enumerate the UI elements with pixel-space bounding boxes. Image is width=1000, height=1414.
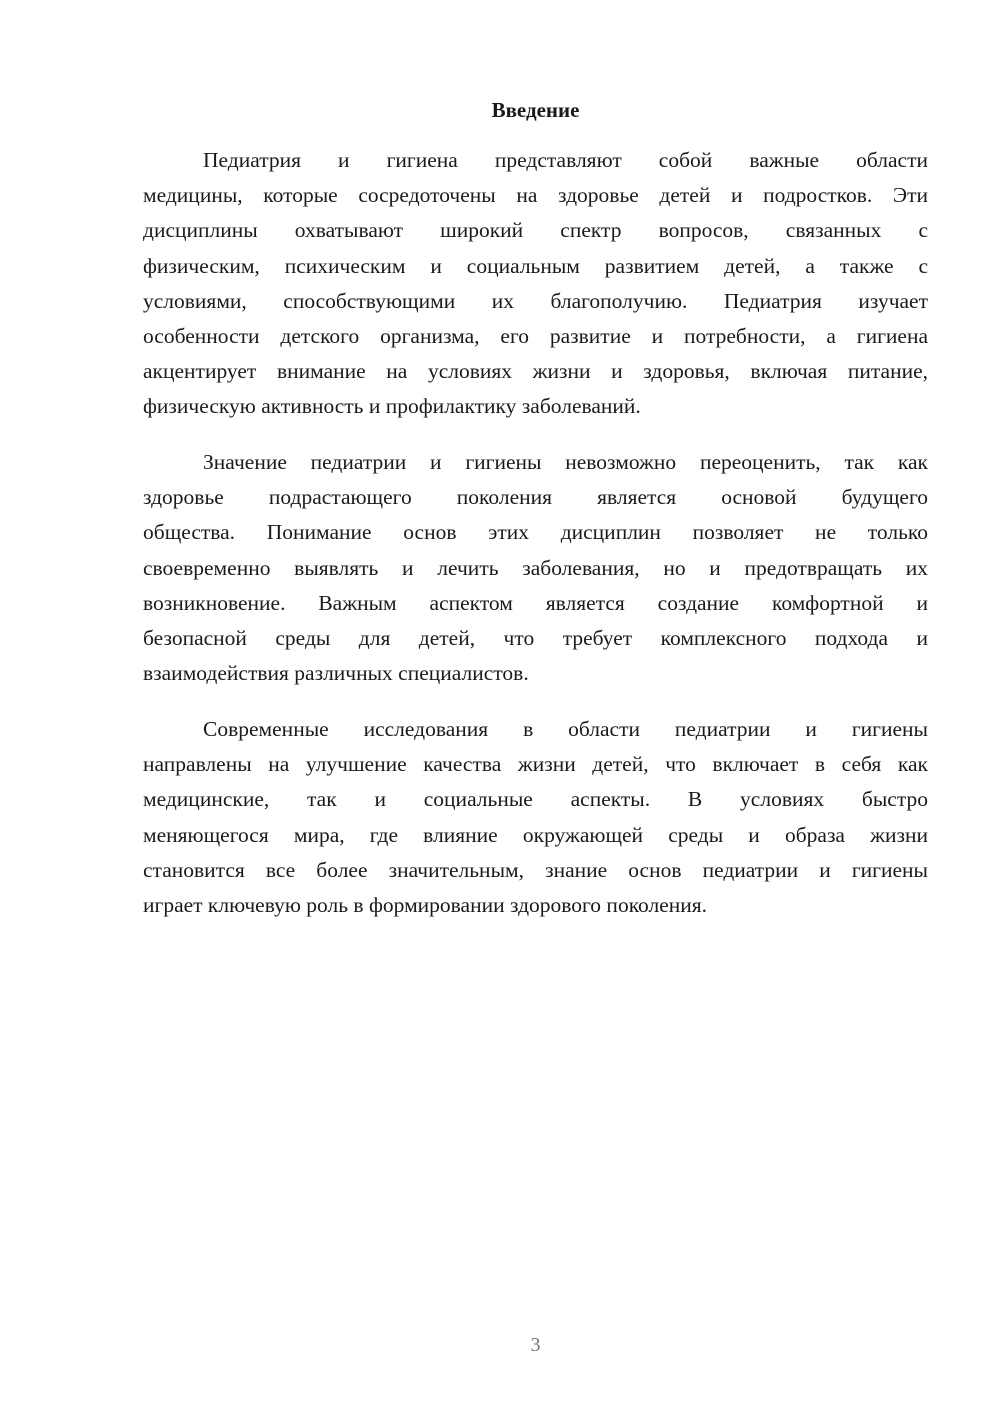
text-line: взаимодействия различных специалистов.: [143, 661, 529, 686]
text-line: направлены на улучшение качества жизни детей, что включает в себя как: [143, 752, 928, 777]
text-line: физическим, психическим и социальным развитием детей, а также с: [143, 253, 928, 278]
paragraph-1: [143, 143, 928, 425]
text-line: Значение педиатрии и гигиены невозможно переоценить, так как: [203, 450, 928, 474]
page-number: 3: [530, 1334, 541, 1356]
text-line: акцентирует внимание на условиях жизни и здоровья, включая питание,: [143, 359, 928, 384]
text-line: особенности детского организма, его развитие и потребности, а гигиена: [143, 323, 928, 348]
text-line: своевременно выявлять и лечить заболевания, но и предотвращать их: [143, 555, 928, 580]
paragraph-2: [143, 445, 928, 691]
text-line: медицины, которые сосредоточены на здоровье детей и подростков. Эти: [143, 183, 928, 208]
text-line: физическую активность и профилактику заболеваний.: [143, 394, 641, 419]
text-line: Современные исследования в области педиатрии и гигиены: [203, 717, 928, 741]
text-line: здоровье подрастающего поколения является основой будущего: [143, 485, 928, 510]
text-line: Педиатрия и гигиена представляют собой важные области: [203, 148, 928, 172]
text-line: условиями, способствующими их благополучию. Педиатрия изучает: [143, 288, 928, 313]
text-line: становится все более значительным, знание основ педиатрии и гигиены: [143, 857, 928, 882]
text-line: медицинские, так и социальные аспекты. В условиях быстро: [143, 787, 928, 812]
paragraph-3: [143, 712, 928, 923]
text-line: возникновение. Важным аспектом является создание комфортной и: [143, 590, 928, 615]
text-line: общества. Понимание основ этих дисциплин позволяет не только: [143, 520, 928, 545]
text-line: меняющегося мира, где влияние окружающей среды и образа жизни: [143, 822, 928, 847]
section-title: Введение: [491, 98, 580, 122]
text-line: играет ключевую роль в формировании здорового поколения.: [143, 892, 708, 917]
text-line: безопасной среды для детей, что требует комплексного подхода и: [143, 625, 928, 650]
text-line: дисциплины охватывают широкий спектр вопросов, связанных с: [143, 218, 928, 243]
